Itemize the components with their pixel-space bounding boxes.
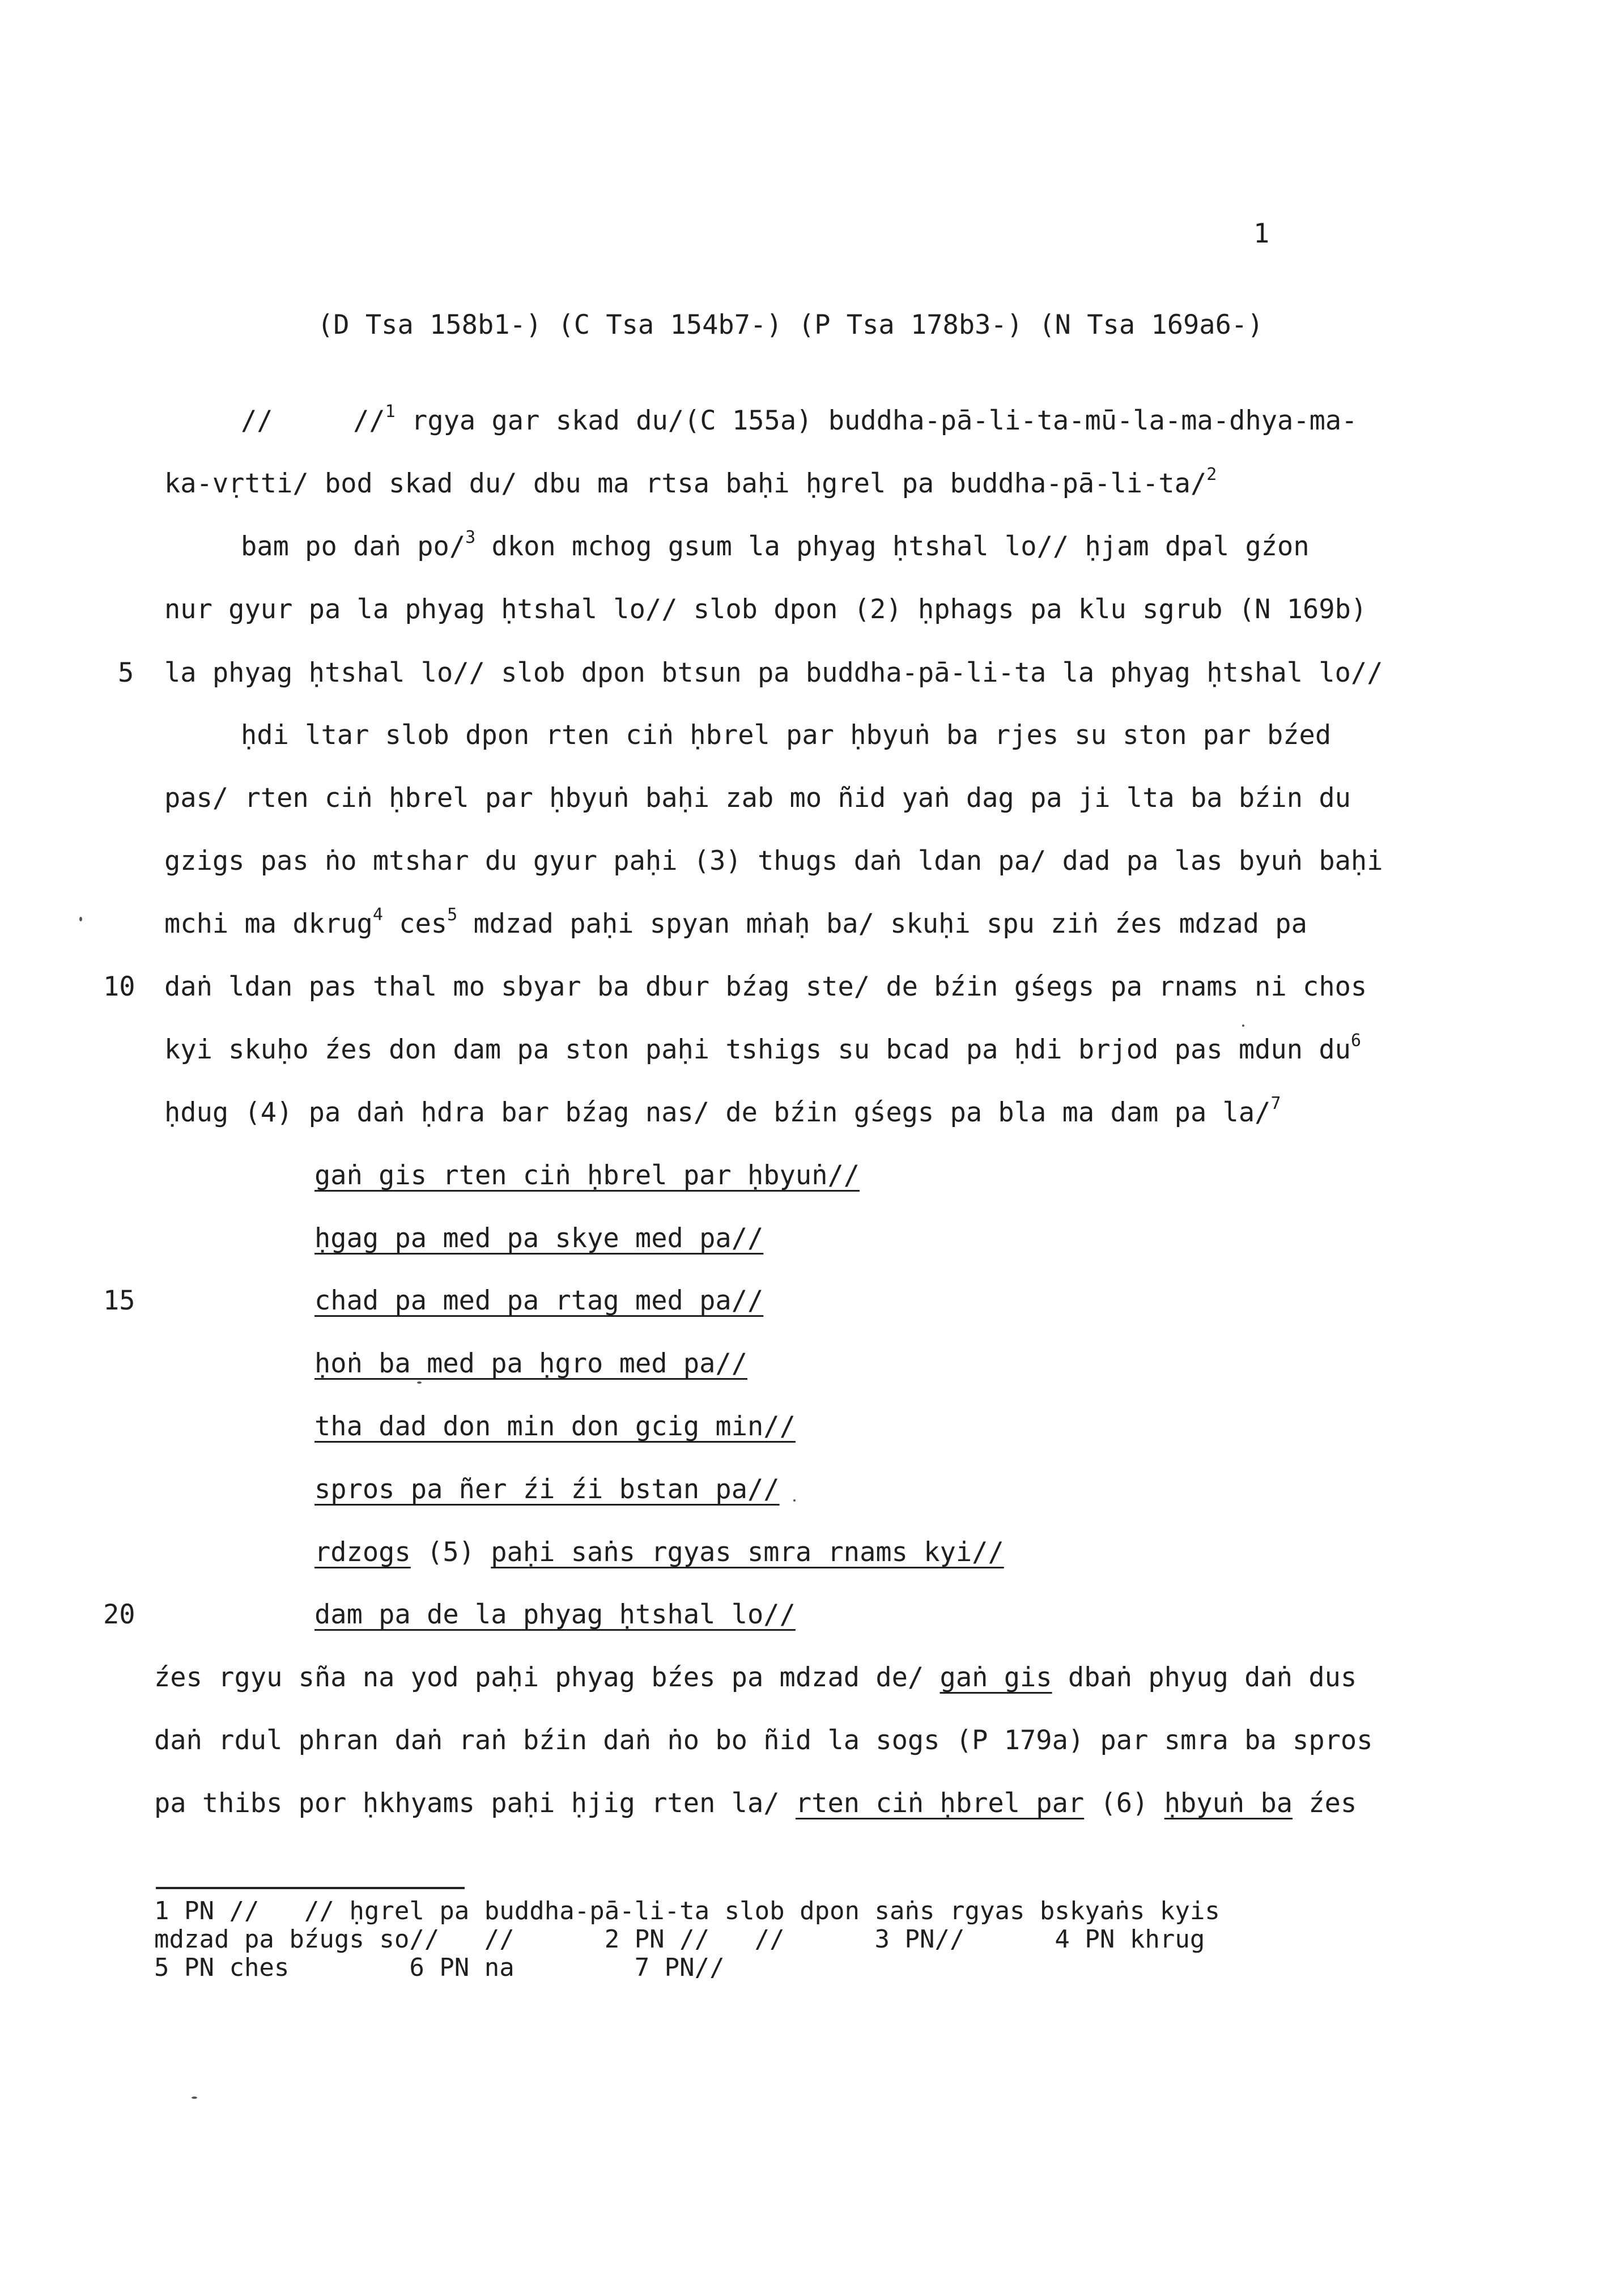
verse-line-4: ḥoṅ ba med pa ḥgro med pa// <box>314 1348 748 1379</box>
footnote-line-2: mdzad pa bźugs so// // 2 PN // // 3 PN// 4 PN khrug <box>154 1925 1205 1954</box>
footnote-line-3: 5 PN ches 6 PN na 7 PN// <box>154 1953 725 1982</box>
footnote-separator <box>156 1887 465 1889</box>
text-line-12: ḥdug (4) pa daṅ ḥdra bar bźag nas/ de bźin gśegs pa bla ma dam pa la/$^7$ <box>164 1094 1281 1128</box>
text-line-10: daṅ ldan pas thal mo sbyar ba dbur bźag ste/ de bźin gśegs pa rnams ni chos <box>164 971 1367 1002</box>
footnote-line-1: 1 PN // // ḥgrel pa buddha-pā-li-ta slob dpon saṅs rgyas bskyaṅs kyis <box>154 1897 1220 1925</box>
text-line-3: bam po daṅ po/$^3$ dkon mchog gsum la phyag ḥtshal lo// ḥjam dpal gźon <box>241 528 1310 562</box>
text-line-7: pas/ rten ciṅ ḥbrel par ḥbyuṅ baḥi zab mo ñid yaṅ dag pa ji lta ba bźin du <box>164 783 1351 814</box>
text-line-4: nur gyur pa la phyag ḥtshal lo// slob dpon (2) ḥphags pa klu sgrub (N 169b) <box>164 594 1367 625</box>
text-line-9: mchi ma dkrug$^4$ ces$^5$ mdzad paḥi spyan mṅaḥ ba/ skuḥi spu ziṅ źes mdzad pa <box>164 905 1307 939</box>
footnote-marker: 6 <box>1350 1031 1361 1051</box>
text-line-1: // //$^1$ rgya gar skad du/(C 155a) buddha-pā-li-ta-mū-la-ma-dhya-ma- <box>241 402 1358 436</box>
scan-speck <box>793 1499 796 1502</box>
verse-line-1: gaṅ gis rten ciṅ ḥbrel par ḥbyuṅ// <box>314 1160 860 1191</box>
scan-speck <box>192 2097 197 2099</box>
footnote-marker: 5 <box>447 905 458 925</box>
scan-speck <box>79 917 82 921</box>
verse-line-8: dam pa de la phyag ḥtshal lo// <box>314 1599 796 1630</box>
sigla-header: (D Tsa 158b1-) (C Tsa 154b7-) (P Tsa 178b3-) (N Tsa 169a6-) <box>317 309 1264 341</box>
text-line-22: daṅ rdul phran daṅ raṅ bźin daṅ ṅo bo ñid la sogs (P 179a) par smra ba spros <box>154 1725 1373 1756</box>
page-number: 1 <box>1253 218 1270 249</box>
footnote-marker: 3 <box>465 528 476 547</box>
verse-line-7: rdzogs (5) paḥi saṅs rgyas smra rnams kyi// <box>314 1537 1004 1568</box>
footnote-marker: 1 <box>385 402 396 422</box>
verse-line-5: tha dad don min don gcig min// <box>314 1411 796 1442</box>
text-line-6: ḥdi ltar slob dpon rten ciṅ ḥbrel par ḥbyuṅ ba rjes su ston par bźed <box>241 720 1332 751</box>
verse-line-3: chad pa med pa rtag med pa// <box>314 1285 764 1316</box>
footnote-marker: 7 <box>1270 1094 1281 1113</box>
text-line-21: źes rgyu sña na yod paḥi phyag bźes pa mdzad de/ gaṅ gis dbaṅ phyug daṅ dus <box>154 1662 1357 1693</box>
verse-line-2: ḥgag pa med pa skye med pa// <box>314 1223 764 1254</box>
text-line-11: kyi skuḥo źes don dam pa ston paḥi tshigs su bcad pa ḥdi brjod pas mdun $du^6$ <box>164 1031 1361 1065</box>
text-line-5: la phyag ḥtshal lo// slob dpon btsun pa buddha-pā-li-ta la phyag ḥtshal lo// <box>164 657 1383 688</box>
text-line-8: gzigs pas ṅo mtshar du gyur paḥi (3) thugs daṅ ldan pa/ dad pa las byuṅ baḥi <box>164 845 1383 877</box>
text-line-2: ka-vṛtti/ bod skad du/ dbu ma rtsa baḥi ḥgrel pa buddha-pā-li-ta/$^2$ <box>164 465 1217 499</box>
footnote-marker: 2 <box>1206 465 1217 484</box>
line-number-15: 15 <box>103 1285 135 1316</box>
text-line-23: pa thibs por ḥkhyams paḥi ḥjig rten la/ rten ciṅ ḥbrel par (6) ḥbyuṅ ba źes <box>154 1788 1357 1819</box>
line-number-10: 10 <box>103 971 135 1002</box>
scan-speck <box>417 1381 422 1384</box>
verse-line-6: spros pa ñer źi źi bstan pa// <box>314 1474 780 1505</box>
scan-speck <box>1242 1024 1244 1027</box>
line-number-5: 5 <box>118 657 134 688</box>
line-number-20: 20 <box>103 1599 135 1630</box>
footnote-marker: 4 <box>372 905 383 925</box>
